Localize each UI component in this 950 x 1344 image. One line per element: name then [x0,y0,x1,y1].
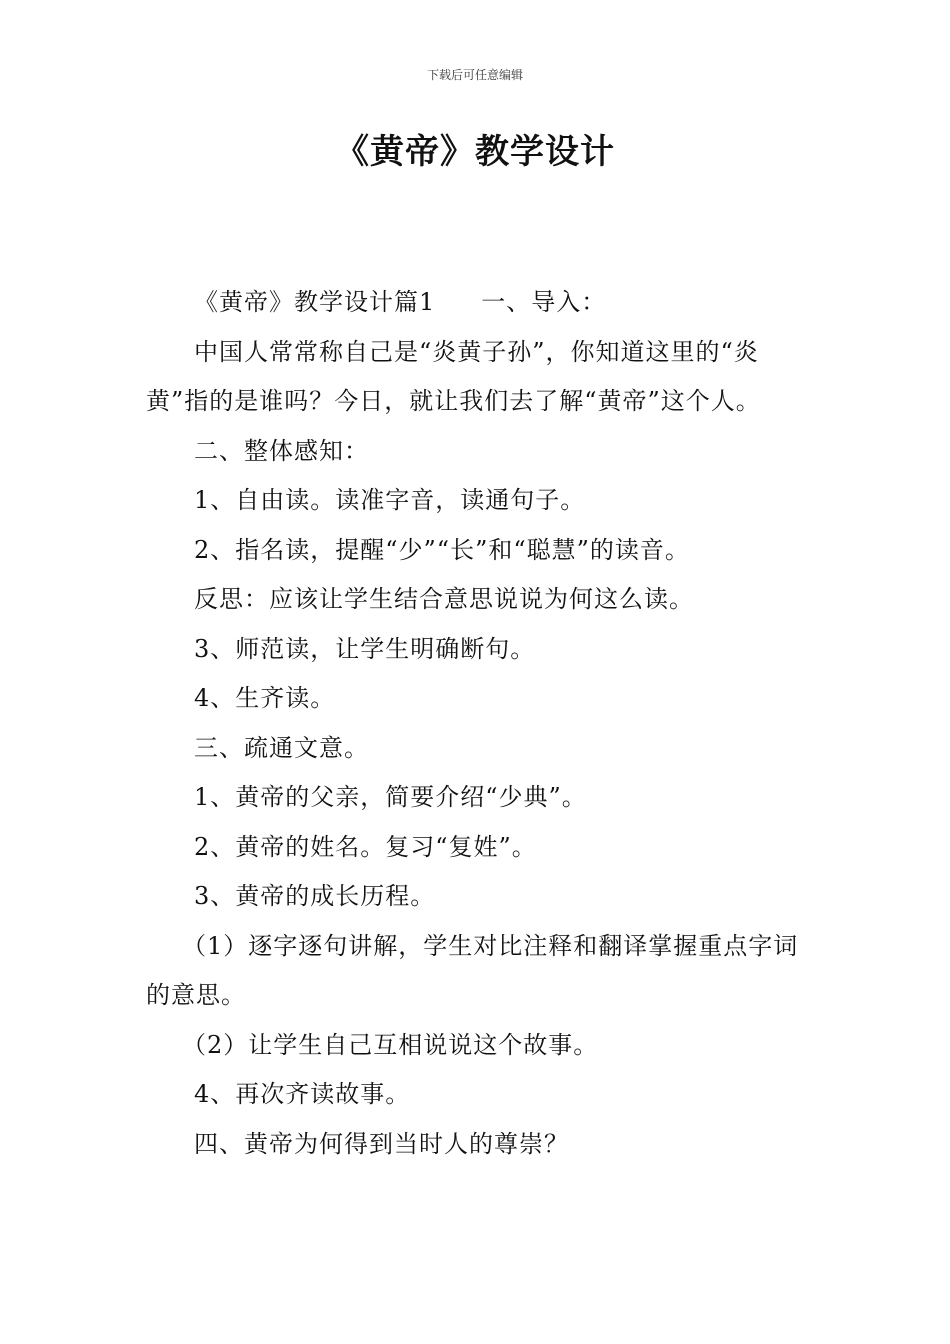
header-note: 下载后可任意编辑 [426,68,523,82]
intro-lead: 《黄帝》教学设计篇1 [194,288,436,316]
list-item: 2、指名读，提醒“少”“长”和“聪慧”的读音。 [194,535,690,564]
list-item: 3、黄帝的成长历程。 [194,882,436,910]
intro-line [146,278,808,328]
section-heading-perception: 二、整体感知： [194,436,369,465]
list-item: 2、黄帝的姓名。复习“复姓”。 [194,832,537,861]
reflection-note: 反思：应该让学生结合意思说说为何这么读。 [194,585,694,613]
document-title: 《黄帝》教学设计 [335,132,615,172]
paragraph-intro-question: 中国人常常称自己是“炎黄子孙”，你知道这里的“炎黄”指的是谁吗？今日，就让我们去了解“黄帝”这个人。 [146,337,761,415]
list-item: 4、生齐读。 [194,684,336,712]
list-item: 3、师范读，让学生明确断句。 [194,634,536,663]
intro-section-heading: 一、导入： [481,288,607,316]
list-item: 1、自由读。读准字音，读通句子。 [194,486,586,514]
sub-list-item: （2）让学生自己互相说说这个故事。 [182,1030,599,1059]
sub-list-item: （1）逐字逐句讲解，学生对比注释和翻译掌握重点字词的意思。 [146,931,799,1009]
document-body [146,278,808,1169]
section-heading-respect: 四、黄帝为何得到当时人的尊崇？ [194,1129,569,1158]
list-item: 1、黄帝的父亲，简要介绍“少典”。 [194,783,587,811]
section-heading-meaning: 三、疏通文意。 [194,733,369,762]
list-item: 4、再次齐读故事。 [194,1080,411,1108]
